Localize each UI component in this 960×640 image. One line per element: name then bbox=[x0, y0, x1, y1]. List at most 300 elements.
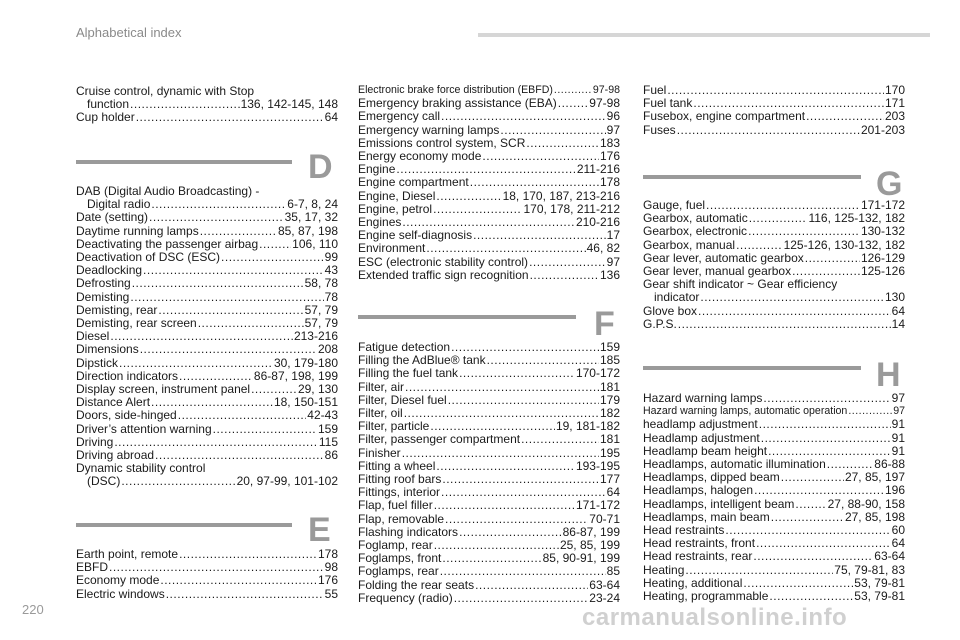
dot-leader bbox=[526, 137, 599, 150]
dot-leader bbox=[448, 394, 599, 407]
dot-leader bbox=[121, 475, 235, 488]
index-entry-label: Fitting roof bars bbox=[358, 472, 442, 487]
index-entry bbox=[643, 392, 905, 405]
index-entry bbox=[358, 499, 620, 512]
index-entry bbox=[643, 498, 905, 511]
index-entry bbox=[358, 579, 620, 592]
dot-leader bbox=[442, 473, 599, 486]
index-entry-label: Demisting, rear bbox=[76, 302, 158, 317]
index-entry-pages: 159 bbox=[317, 421, 338, 436]
index-entry-pages: 6-7, 8, 24 bbox=[287, 197, 338, 212]
index-entry bbox=[358, 124, 620, 137]
index-entry-pages: 130 bbox=[884, 290, 905, 305]
dot-leader bbox=[434, 539, 559, 552]
index-entry-label: Head restraints bbox=[643, 523, 725, 538]
section-e-bar bbox=[76, 523, 292, 527]
index-entry-label: Digital radio bbox=[87, 197, 151, 212]
dot-leader bbox=[685, 564, 833, 577]
section-h-letter: H bbox=[876, 356, 901, 394]
index-entry-pages: 97 bbox=[606, 122, 620, 137]
index-entry-pages: 18, 170, 187, 213-216 bbox=[502, 188, 620, 203]
index-entry-pages: 183 bbox=[599, 135, 620, 150]
index-entry-label: Headlamp adjustment bbox=[643, 430, 760, 445]
dot-leader bbox=[160, 574, 317, 587]
index-entry-label: Daytime running lamps bbox=[76, 223, 199, 238]
index-entry-label: Filter, particle bbox=[358, 419, 430, 434]
index-entry-pages: 27, 88-90, 158 bbox=[827, 496, 905, 511]
index-entry-label: Filter, air bbox=[358, 379, 405, 394]
index-entry-label: Engine compartment bbox=[358, 175, 469, 190]
section-d-entries bbox=[76, 185, 338, 489]
index-entry-pages: 97 bbox=[891, 391, 905, 405]
dot-leader bbox=[441, 110, 606, 123]
index-entry-label: Emergency braking assistance (EBA) bbox=[358, 96, 557, 111]
dot-leader bbox=[781, 471, 844, 484]
index-entry-pages: 70-71 bbox=[589, 511, 620, 526]
index-entry-label: DAB (Digital Audio Broadcasting) - bbox=[76, 184, 260, 198]
index-entry-pages: 57, 79 bbox=[304, 316, 338, 331]
index-entry-pages: 86-88 bbox=[874, 457, 905, 472]
index-entry-pages: 23-24 bbox=[589, 590, 620, 605]
index-entry-label: Filter, oil bbox=[358, 406, 403, 421]
section-g-bar bbox=[643, 175, 861, 179]
index-entry bbox=[76, 574, 338, 587]
index-entry-label: Flap, removable bbox=[358, 511, 445, 526]
header-rule bbox=[478, 33, 930, 37]
index-entry-label: Engine, Diesel bbox=[358, 188, 436, 203]
index-entry-pages: 97-98 bbox=[589, 96, 620, 111]
index-entry-pages: 159 bbox=[599, 340, 620, 354]
dot-leader bbox=[459, 367, 575, 380]
index-entry-label: Fuel bbox=[643, 83, 667, 97]
index-entry bbox=[76, 548, 338, 561]
index-entry-pages: 106, 110 bbox=[292, 236, 338, 251]
index-entry-label: Emergency warning lamps bbox=[358, 122, 500, 137]
index-entry-pages: 64 bbox=[891, 303, 905, 318]
dot-leader bbox=[405, 381, 599, 394]
index-entry-pages: 136, 142-145, 148 bbox=[240, 97, 338, 112]
index-entry-pages: 35, 17, 32 bbox=[284, 210, 338, 225]
index-entry-pages: 181 bbox=[599, 379, 620, 394]
dot-leader bbox=[521, 433, 599, 446]
index-entry-pages: 98 bbox=[324, 560, 338, 575]
index-entry-label: Heating, programmable bbox=[643, 589, 769, 604]
section-e-entries bbox=[76, 548, 338, 601]
index-entry-pages: 126-129 bbox=[860, 250, 905, 265]
dot-leader bbox=[500, 124, 605, 137]
index-entry-pages: 203 bbox=[884, 109, 905, 124]
dot-leader bbox=[805, 252, 860, 265]
dot-leader bbox=[151, 198, 286, 211]
index-entry-pages: 53, 79-81 bbox=[854, 575, 905, 590]
index-entry-pages: 99 bbox=[324, 250, 338, 265]
index-entry-label: indicator bbox=[654, 290, 700, 305]
index-entry-pages: 86-87, 199 bbox=[562, 524, 620, 539]
index-entry-label: Gearbox, manual bbox=[643, 237, 736, 252]
index-entry bbox=[643, 564, 905, 577]
index-entry-pages: 17 bbox=[606, 228, 620, 243]
dot-leader bbox=[119, 357, 273, 370]
page-header-title: Alphabetical index bbox=[76, 25, 182, 40]
dot-leader bbox=[529, 256, 606, 269]
index-entry-label: Finisher bbox=[358, 445, 401, 460]
index-entry-label: Hazard warning lamps bbox=[643, 391, 763, 405]
index-entry-label: ESC (electronic stability control) bbox=[358, 254, 529, 269]
dot-leader bbox=[132, 277, 304, 290]
section-f-bar bbox=[358, 315, 576, 319]
index-entry-label: Energy economy mode bbox=[358, 149, 482, 164]
index-entry-label: Deactivation of DSC (ESC) bbox=[76, 250, 221, 265]
index-entry-label: Headlamps, main beam bbox=[643, 509, 770, 524]
index-entry-pages: 210-216 bbox=[575, 215, 620, 230]
index-entry-pages: 196 bbox=[884, 483, 905, 498]
index-entry-pages: 60 bbox=[891, 523, 905, 538]
index-entry bbox=[76, 588, 338, 601]
index-entry-pages: 43 bbox=[324, 263, 338, 278]
index-entry-label: Deadlocking bbox=[76, 263, 143, 278]
index-entry-label: (DSC) bbox=[87, 474, 121, 489]
index-entry-label: Engine, petrol bbox=[358, 201, 433, 216]
index-entry-pages: 193-195 bbox=[575, 458, 620, 473]
index-entry-pages: 53, 79-81 bbox=[854, 589, 905, 604]
dot-leader bbox=[795, 498, 826, 511]
index-entry-pages: 19, 181-182 bbox=[555, 419, 620, 434]
dot-leader bbox=[402, 447, 599, 460]
index-entry-label: Environment bbox=[358, 241, 426, 256]
dot-leader bbox=[530, 269, 599, 282]
index-entry-pages: 185 bbox=[599, 353, 620, 368]
dot-leader bbox=[143, 264, 324, 277]
dot-leader bbox=[700, 291, 884, 304]
index-entry-pages: 14 bbox=[891, 316, 905, 331]
index-entry-label: Head restraints, front bbox=[643, 536, 756, 551]
index-entry-pages: 27, 85, 197 bbox=[844, 470, 905, 485]
index-entry-pages: 97 bbox=[893, 405, 905, 418]
index-entry-pages: 178 bbox=[599, 175, 620, 190]
index-entry-label: Demisting, rear screen bbox=[76, 316, 197, 331]
index-entry-label: Defrosting bbox=[76, 276, 131, 291]
index-entry-label: Flap, fuel filler bbox=[358, 498, 433, 513]
dot-leader bbox=[749, 212, 808, 225]
index-entry-pages: 182 bbox=[599, 406, 620, 421]
index-entry bbox=[76, 211, 338, 224]
index-entry-label: Gearbox, electronic bbox=[643, 224, 748, 239]
dot-leader bbox=[763, 392, 890, 405]
index-entry-pages: 136 bbox=[599, 267, 620, 282]
index-entry-pages: 125-126 bbox=[860, 264, 905, 279]
col1-top-entries bbox=[76, 85, 338, 125]
index-entry-pages: 176 bbox=[599, 149, 620, 164]
dot-leader bbox=[759, 418, 891, 431]
dot-leader bbox=[221, 251, 324, 264]
dot-leader bbox=[442, 552, 541, 565]
index-entry-label: Fatigue detection bbox=[358, 340, 451, 354]
index-entry-label: Direction indicators bbox=[76, 368, 179, 383]
index-entry-label: headlamp adjustment bbox=[643, 417, 758, 432]
index-entry-pages: 57, 79 bbox=[304, 302, 338, 317]
index-entry-pages: 64 bbox=[606, 485, 620, 500]
index-entry bbox=[76, 475, 338, 488]
index-entry-pages: 177 bbox=[599, 472, 620, 487]
index-entry-pages: 42-43 bbox=[307, 408, 338, 423]
index-entry-label: Flashing indicators bbox=[358, 524, 459, 539]
index-entry-label: Extended traffic sign recognition bbox=[358, 267, 529, 282]
dot-leader bbox=[459, 526, 562, 539]
section-h-bar bbox=[643, 366, 861, 370]
index-entry bbox=[643, 418, 905, 431]
index-entry-pages: 115 bbox=[318, 434, 338, 449]
dot-leader bbox=[426, 242, 585, 255]
index-entry-pages: 195 bbox=[599, 445, 620, 460]
section-f-entries bbox=[358, 341, 620, 605]
index-entry-pages: 125-126, 130-132, 182 bbox=[783, 237, 905, 252]
index-entry bbox=[643, 318, 905, 331]
index-entry-label: Foglamps, front bbox=[358, 551, 442, 566]
dot-leader bbox=[445, 513, 588, 526]
index-entry-label: Heating bbox=[643, 562, 685, 577]
dot-leader bbox=[473, 229, 606, 242]
index-entry bbox=[358, 242, 620, 255]
index-entry-label: Filling the fuel tank bbox=[358, 366, 459, 381]
dot-leader bbox=[848, 405, 892, 418]
dot-leader bbox=[554, 84, 592, 97]
dot-leader bbox=[769, 590, 853, 603]
col3-top-entries bbox=[643, 84, 905, 137]
index-entry-label: Filter, Diesel fuel bbox=[358, 392, 447, 407]
index-entry-pages: 30, 179-180 bbox=[273, 355, 338, 370]
index-entry-pages: 181 bbox=[599, 432, 620, 447]
index-entry-label: Filter, passenger compartment bbox=[358, 432, 521, 447]
index-entry-label: Gearbox, automatic bbox=[643, 211, 748, 226]
index-entry-label: Gear lever, manual gearbox bbox=[643, 264, 792, 279]
dot-leader bbox=[754, 484, 884, 497]
dot-leader bbox=[434, 499, 575, 512]
index-entry bbox=[358, 110, 620, 123]
index-entry-label: Engine bbox=[358, 162, 396, 177]
index-entry-pages: 201-203 bbox=[860, 122, 905, 137]
index-entry bbox=[358, 256, 620, 269]
index-entry-pages: 208 bbox=[317, 342, 338, 357]
index-entry-pages: 170, 178, 211-212 bbox=[523, 201, 620, 216]
index-entry-label: Gear shift indicator ~ Gear efficiency bbox=[643, 277, 838, 292]
index-entry-pages: 96 bbox=[606, 109, 620, 124]
dot-leader bbox=[475, 579, 588, 592]
section-f-letter: F bbox=[594, 305, 615, 343]
dot-leader bbox=[433, 203, 522, 216]
index-entry-pages: 55 bbox=[324, 586, 338, 601]
index-entry-pages: 63-64 bbox=[874, 549, 905, 564]
index-entry-label: Economy mode bbox=[76, 573, 160, 588]
index-entry-pages: 176 bbox=[317, 573, 338, 588]
dot-leader bbox=[454, 592, 589, 605]
index-entry-label: Head restraints, rear bbox=[643, 549, 753, 564]
index-entry bbox=[76, 409, 338, 422]
index-entry bbox=[643, 432, 905, 445]
index-entry-label: Headlamps, intelligent beam bbox=[643, 496, 795, 511]
index-entry-pages: 171-172 bbox=[860, 198, 905, 212]
index-entry bbox=[358, 565, 620, 578]
index-entry-label: Distance Alert bbox=[76, 395, 151, 410]
index-entry-label: Foglamps, rear bbox=[358, 564, 439, 579]
index-entry-pages: 170-172 bbox=[575, 366, 620, 381]
index-entry-pages: 20, 97-99, 101-102 bbox=[236, 474, 338, 489]
index-entry-pages: 213-216 bbox=[293, 329, 338, 344]
index-entry bbox=[76, 277, 338, 290]
index-entry-label: Display screen, instrument panel bbox=[76, 382, 251, 397]
index-entry-label: Cruise control, dynamic with Stop bbox=[76, 84, 255, 98]
index-entry-label: Engines bbox=[358, 215, 402, 230]
index-entry-label: Fitting a wheel bbox=[358, 458, 436, 473]
index-entry-label: Diesel bbox=[76, 329, 110, 344]
index-entry bbox=[643, 110, 905, 123]
dot-leader bbox=[213, 423, 317, 436]
index-entry-label: Electric windows bbox=[76, 586, 165, 601]
index-entry-pages: 91 bbox=[891, 417, 905, 432]
dot-leader bbox=[736, 239, 783, 252]
dot-leader bbox=[470, 176, 599, 189]
dot-leader bbox=[748, 225, 860, 238]
index-entry-pages: 116, 125-132, 182 bbox=[808, 211, 905, 226]
index-entry-pages: 179 bbox=[599, 392, 620, 407]
index-entry-label: Deactivating the passenger airbag bbox=[76, 236, 259, 251]
section-d-letter: D bbox=[308, 148, 333, 186]
index-entry bbox=[358, 381, 620, 394]
index-entry-label: Dimensions bbox=[76, 342, 139, 357]
index-entry-label: Foglamp, rear bbox=[358, 538, 433, 553]
index-entry-pages: 170 bbox=[884, 83, 905, 97]
page-number: 220 bbox=[22, 602, 44, 617]
index-entry bbox=[643, 239, 905, 252]
index-entry-pages: 85, 87, 198 bbox=[277, 223, 338, 238]
dot-leader bbox=[178, 409, 307, 422]
index-entry-label: Dipstick bbox=[76, 355, 119, 370]
dot-leader bbox=[140, 343, 317, 356]
index-entry bbox=[358, 513, 620, 526]
index-entry-label: Headlamp beam height bbox=[643, 443, 768, 458]
dot-leader bbox=[698, 305, 891, 318]
index-entry bbox=[643, 291, 905, 304]
index-entry bbox=[76, 225, 338, 238]
index-entry bbox=[76, 111, 338, 124]
index-entry-pages: 64 bbox=[324, 110, 338, 125]
index-entry-label: Gauge, fuel bbox=[643, 198, 706, 212]
dot-leader bbox=[753, 550, 873, 563]
dot-leader bbox=[259, 238, 291, 251]
index-entry-label: function bbox=[87, 97, 130, 112]
section-e-letter: E bbox=[308, 511, 331, 549]
index-entry-label: Hazard warning lamps, automatic operation bbox=[643, 405, 848, 418]
index-entry-pages: 27, 85, 198 bbox=[844, 509, 905, 524]
section-g-entries bbox=[643, 199, 905, 331]
index-entry-label: Driver’s attention warning bbox=[76, 421, 212, 436]
index-entry-label: Earth point, remote bbox=[76, 547, 179, 561]
index-entry-pages: 91 bbox=[891, 430, 905, 445]
index-entry bbox=[643, 590, 905, 603]
index-entry-pages: 78 bbox=[324, 289, 338, 304]
index-entry-label: Folding the rear seats bbox=[358, 577, 475, 592]
index-entry-pages: 171-172 bbox=[575, 498, 620, 513]
index-entry bbox=[76, 357, 338, 370]
index-entry bbox=[358, 367, 620, 380]
index-entry-label: Doors, side-hinged bbox=[76, 408, 177, 423]
index-entry bbox=[76, 423, 338, 436]
index-entry-label: Electronic brake force distribution (EBFD) bbox=[358, 84, 553, 96]
section-g-letter: G bbox=[876, 165, 903, 203]
index-entry-label: Headlamps, dipped beam bbox=[643, 470, 780, 485]
index-entry-label: Fuses bbox=[643, 122, 676, 137]
section-d-bar bbox=[76, 160, 292, 164]
index-entry-pages: 75, 79-81, 83 bbox=[834, 562, 905, 577]
index-entry-pages: 91 bbox=[891, 443, 905, 458]
index-entry-pages: 25, 85, 199 bbox=[559, 538, 620, 553]
index-entry bbox=[358, 433, 620, 446]
index-entry-pages: 85, 90-91, 199 bbox=[542, 551, 620, 566]
dot-leader bbox=[678, 318, 891, 331]
index-entry-pages: 29, 130 bbox=[297, 382, 338, 397]
index-entry-pages: 63-64 bbox=[589, 577, 620, 592]
index-entry-label: Cup holder bbox=[76, 110, 135, 125]
dot-leader bbox=[761, 432, 891, 445]
index-entry bbox=[358, 592, 620, 605]
index-entry-pages: 18, 150-151 bbox=[273, 395, 338, 410]
index-entry-label: Fittings, interior bbox=[358, 485, 441, 500]
index-entry-label: Glove box bbox=[643, 303, 698, 318]
index-entry-pages: 86 bbox=[324, 448, 338, 463]
dot-leader bbox=[198, 317, 304, 330]
dot-leader bbox=[436, 190, 501, 203]
index-entry-pages: 97-98 bbox=[592, 84, 620, 96]
index-entry-pages: 64 bbox=[891, 536, 905, 551]
index-entry-label: Demisting bbox=[76, 289, 130, 304]
index-entry-pages: 130-132 bbox=[860, 224, 905, 239]
index-entry bbox=[643, 225, 905, 238]
index-entry-label: Headlamps, automatic illumination bbox=[643, 457, 826, 472]
index-entry bbox=[358, 447, 620, 460]
watermark: carmanualsonline.info bbox=[582, 604, 848, 631]
dot-leader bbox=[166, 588, 324, 601]
dot-leader bbox=[436, 460, 575, 473]
dot-leader bbox=[200, 225, 277, 238]
index-entry bbox=[358, 190, 620, 203]
index-entry-label: EBFD bbox=[76, 560, 109, 575]
index-entry bbox=[643, 484, 905, 497]
index-entry-label: Frequency (radio) bbox=[358, 590, 453, 605]
dot-leader bbox=[440, 565, 606, 578]
dot-leader bbox=[806, 110, 884, 123]
dot-leader bbox=[677, 124, 860, 137]
index-entry-pages: 211-216 bbox=[576, 162, 620, 177]
dot-leader bbox=[179, 548, 317, 561]
index-entry bbox=[643, 550, 905, 563]
index-entry bbox=[358, 269, 620, 282]
index-entry-label: G.P.S. bbox=[643, 316, 677, 331]
dot-leader bbox=[149, 211, 284, 224]
dot-leader bbox=[130, 291, 323, 304]
index-entry-label: Engine self-diagnosis bbox=[358, 228, 473, 243]
dot-leader bbox=[136, 111, 324, 124]
index-entry bbox=[643, 305, 905, 318]
index-entry-pages: 46, 82 bbox=[586, 241, 620, 256]
index-entry-pages: 85 bbox=[606, 564, 620, 579]
dot-leader bbox=[667, 84, 884, 97]
index-entry-pages: 58, 78 bbox=[304, 276, 338, 291]
index-entry-label: Headlamps, halogen bbox=[643, 483, 754, 498]
index-entry-pages: 178 bbox=[317, 547, 338, 561]
index-entry-label: Emissions control system, SCR bbox=[358, 135, 526, 150]
dot-leader bbox=[771, 511, 844, 524]
index-entry-pages: 86-87, 198, 199 bbox=[253, 368, 338, 383]
index-entry-pages: 171 bbox=[884, 96, 905, 111]
